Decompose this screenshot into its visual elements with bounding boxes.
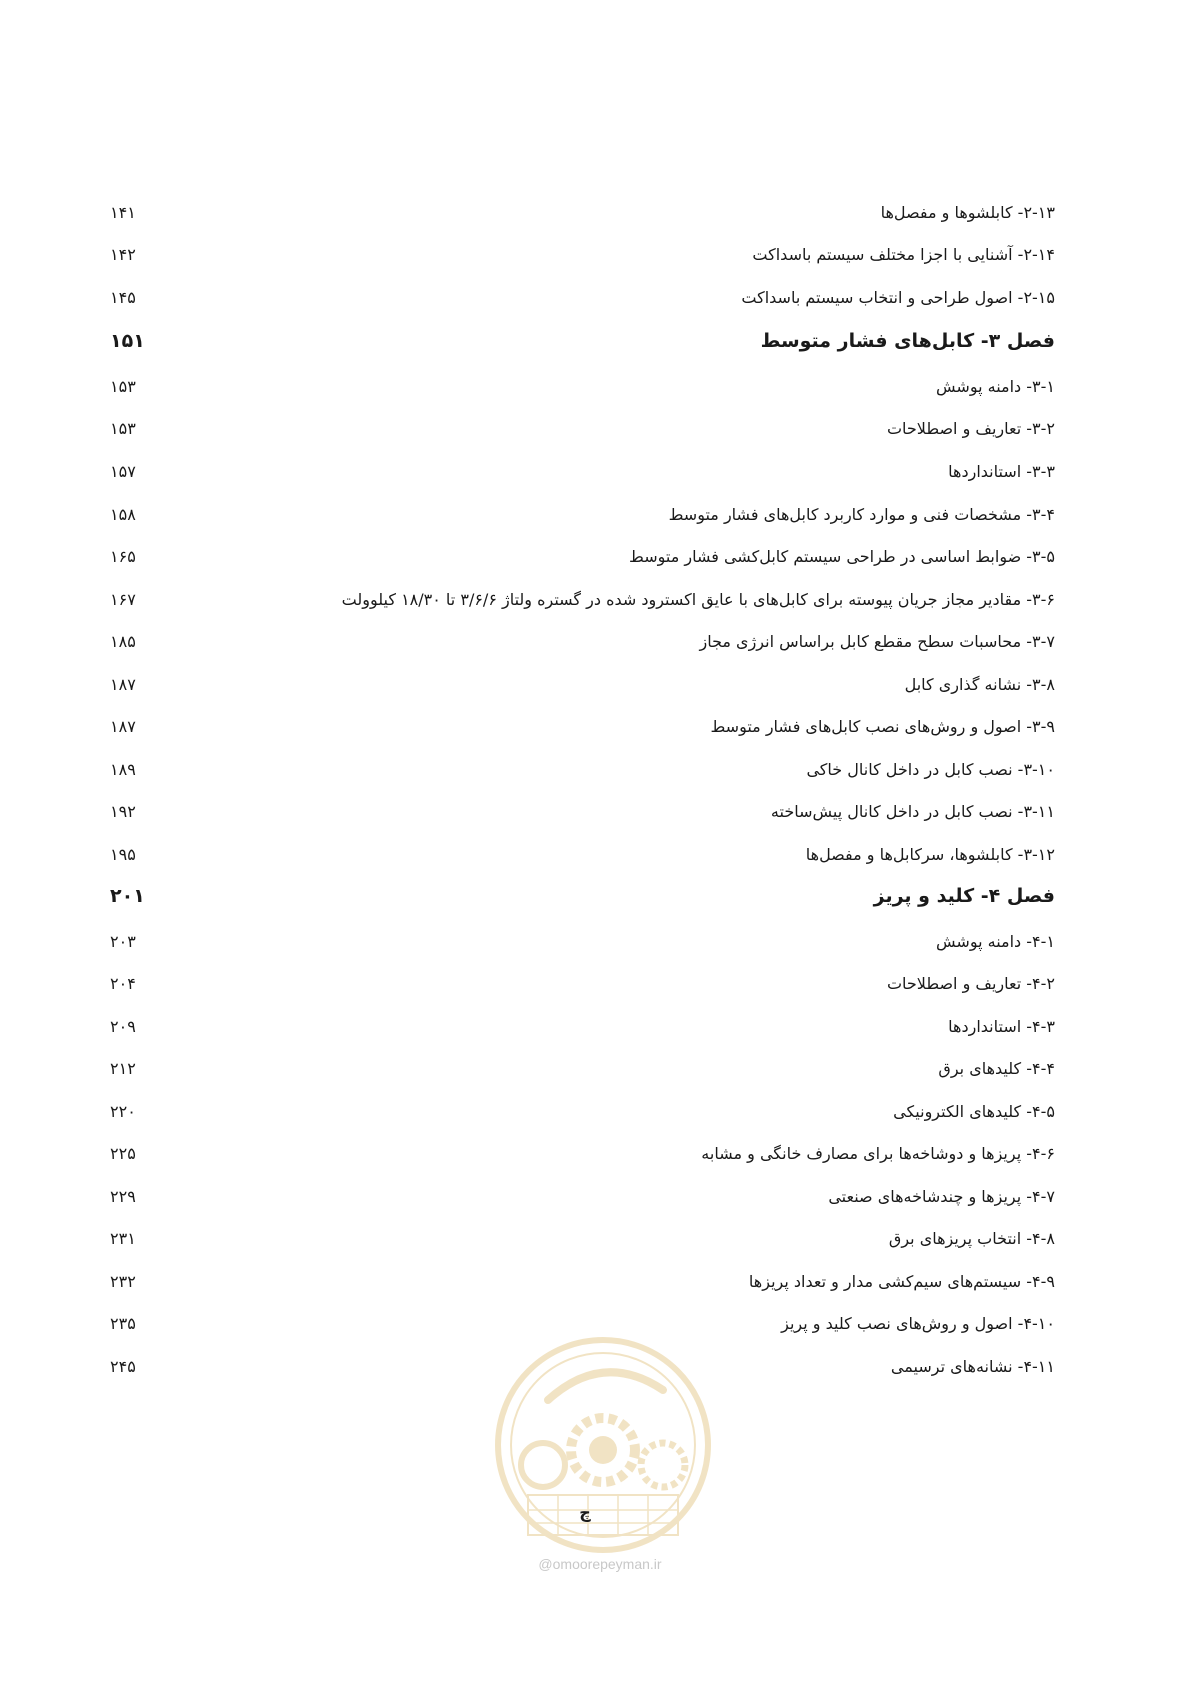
toc-entry-title: فصل ۴- کلید و پریز: [873, 885, 1055, 907]
toc-row: [110, 1138, 1055, 1168]
toc-entry-page: ۱۵۳: [110, 418, 136, 438]
toc-row: [110, 1266, 1055, 1296]
toc-entry-page: ۱۵۷: [110, 461, 136, 481]
toc-chapter-row: [110, 881, 1055, 911]
toc-row: [110, 371, 1055, 401]
toc-row: [110, 626, 1055, 656]
toc-entry-page: ۱۹۵: [110, 844, 136, 864]
toc-entry-page: ۱۵۱: [110, 330, 145, 352]
toc-entry-title: ۴-۶- پریزها و دوشاخه‌ها برای مصارف خانگی و مشابه: [701, 1143, 1055, 1163]
toc-entry-title: ۳-۱۱- نصب کابل در داخل کانال پیش‌ساخته: [770, 801, 1055, 821]
toc-entry-title: ۴-۳- استانداردها: [948, 1016, 1055, 1036]
toc-row: [110, 669, 1055, 699]
toc-row: [110, 584, 1055, 614]
toc-chapter-row: [110, 326, 1055, 356]
toc-entry-page: ۲۰۱: [110, 885, 145, 907]
toc-row: [110, 1053, 1055, 1083]
toc-entry-title: ۳-۵- ضوابط اساسی در طراحی سیستم کابل‌کشی فشار متوسط: [629, 546, 1055, 566]
toc-entry-title: ۳-۳- استانداردها: [948, 461, 1055, 481]
toc-entry-page: ۲۲۹: [110, 1186, 136, 1206]
toc-entry-title: ۲-۱۵- اصول طراحی و انتخاب سیستم باسداکت: [741, 287, 1055, 307]
toc-row: [110, 239, 1055, 269]
toc-entry-title: ۴-۵- کلیدهای الکترونیکی: [893, 1101, 1055, 1121]
toc-entry-page: ۱۸۹: [110, 759, 136, 779]
toc-entry-title: ۴-۱- دامنه پوشش: [936, 931, 1055, 951]
toc-entry-page: ۲۲۰: [110, 1101, 136, 1121]
toc-entry-title: ۳-۸- نشانه گذاری کابل: [904, 674, 1055, 694]
toc-entry-title: ۴-۷- پریزها و چندشاخه‌های صنعتی: [828, 1186, 1055, 1206]
toc-entry-title: ۴-۸- انتخاب پریزهای برق: [888, 1228, 1055, 1248]
toc-entry-page: ۱۹۲: [110, 801, 136, 821]
toc-entry-page: ۱۶۷: [110, 589, 136, 609]
page-number: چ: [579, 1503, 591, 1522]
toc-row: [110, 197, 1055, 227]
toc-entry-title: فصل ۳- کابل‌های فشار متوسط: [760, 330, 1055, 352]
toc-row: [110, 754, 1055, 784]
toc-entry-page: ۱۴۵: [110, 287, 136, 307]
watermark-url: @omoorepeyman.ir: [538, 1556, 662, 1572]
toc-entry-page: ۱۶۵: [110, 546, 136, 566]
toc-entry-page: ۱۸۵: [110, 631, 136, 651]
toc-entry-title: ۳-۱- دامنه پوشش: [936, 376, 1055, 396]
toc-entry-title: ۳-۶- مقادیر مجاز جریان پیوسته برای کابل‌های با عایق اکسترود شده در گستره ولتاژ ۳/۶/۶ تا ۱۸/۳۰ کیلوولت: [341, 589, 1055, 609]
toc-row: [110, 541, 1055, 571]
toc-entry-title: ۴-۹- سیستم‌های سیم‌کشی مدار و تعداد پریزها: [748, 1271, 1055, 1291]
toc-entry-page: ۲۲۵: [110, 1143, 136, 1163]
toc-row: [110, 499, 1055, 529]
toc-entry-title: ۴-۱۰- اصول و روش‌های نصب کلید و پریز: [781, 1313, 1055, 1333]
toc-row: [110, 282, 1055, 312]
toc-entry-title: ۴-۱۱- نشانه‌های ترسیمی: [890, 1356, 1055, 1376]
toc-row: [110, 926, 1055, 956]
toc-row: [110, 968, 1055, 998]
toc-row: [110, 796, 1055, 826]
toc-entry-page: ۱۸۷: [110, 716, 136, 736]
toc-entry-page: ۲۱۲: [110, 1058, 136, 1078]
toc-entry-page: ۲۰۹: [110, 1016, 136, 1036]
toc-row: [110, 1096, 1055, 1126]
toc-row: [110, 839, 1055, 869]
toc-entry-page: ۲۴۵: [110, 1356, 136, 1376]
toc-row: [110, 1011, 1055, 1041]
toc-row: [110, 711, 1055, 741]
toc-entry-page: ۲۰۳: [110, 931, 136, 951]
toc-entry-title: ۲-۱۴- آشنایی با اجزا مختلف سیستم باسداکت: [752, 244, 1055, 264]
toc-entry-title: ۳-۹- اصول و روش‌های نصب کابل‌های فشار متوسط: [710, 716, 1055, 736]
toc-entry-title: ۳-۱۰- نصب کابل در داخل کانال خاکی: [806, 759, 1055, 779]
toc-entry-title: ۳-۲- تعاریف و اصطلاحات: [886, 418, 1055, 438]
toc-entry-page: ۲۰۴: [110, 973, 136, 993]
toc-entry-title: ۳-۱۲- کابلشوها، سرکابل‌ها و مفصل‌ها: [805, 844, 1055, 864]
toc-entry-page: ۲۳۱: [110, 1228, 136, 1248]
toc-entry-page: ۱۵۳: [110, 376, 136, 396]
watermark-logo-icon: [488, 1330, 718, 1560]
toc-entry-title: ۳-۷- محاسبات سطح مقطع کابل براساس انرژی مجاز: [699, 631, 1055, 651]
toc-entry-page: ۱۴۱: [110, 202, 136, 222]
watermark-url-text: omoorepeyman.ir: [552, 1556, 662, 1572]
toc-entry-title: ۲-۱۳- کابلشوها و مفصل‌ها: [880, 202, 1055, 222]
toc-entry-page: ۲۳۵: [110, 1313, 136, 1333]
toc-entry-page: ۱۵۸: [110, 504, 136, 524]
toc-row: [110, 1223, 1055, 1253]
toc-entry-page: ۱۴۲: [110, 244, 136, 264]
toc-entry-title: ۳-۴- مشخصات فنی و موارد کاربرد کابل‌های فشار متوسط: [668, 504, 1055, 524]
toc-row: [110, 1181, 1055, 1211]
toc-entry-page: ۱۸۷: [110, 674, 136, 694]
toc-entry-title: ۴-۲- تعاریف و اصطلاحات: [886, 973, 1055, 993]
toc-row: [110, 456, 1055, 486]
toc-entry-page: ۲۳۲: [110, 1271, 136, 1291]
toc-entry-title: ۴-۴- کلیدهای برق: [938, 1058, 1055, 1078]
toc-row: [110, 413, 1055, 443]
